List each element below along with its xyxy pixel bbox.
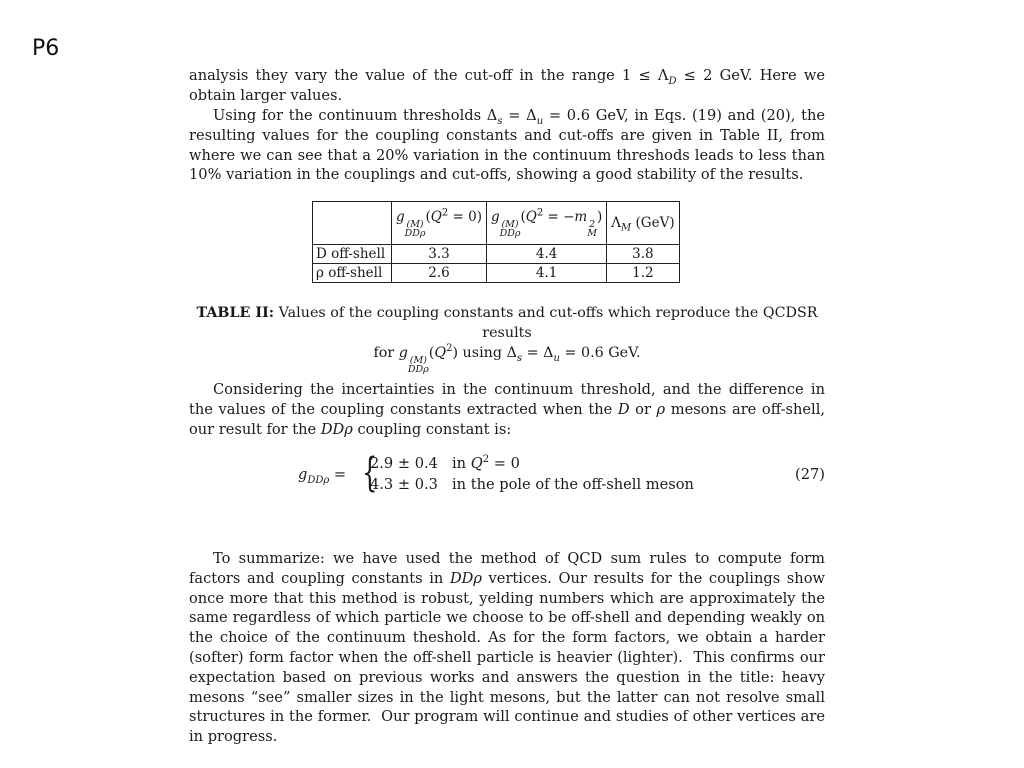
equation-lhs: $g_{DD\rho}$ = xyxy=(298,466,347,486)
table-caption: TABLE II: Values of the coupling constants and cut-offs which reproduce the QCDSR results for g (M) DDρ $(Q^2)$ using $\Delta_s = \Delta_u = 0.6$ GeV. xyxy=(196,305,818,375)
results-table xyxy=(312,201,680,283)
table-cell: 3.3 xyxy=(392,245,487,264)
table-cell: 1.2 xyxy=(607,264,679,283)
row-label: D off-shell xyxy=(313,245,392,264)
equation-27 xyxy=(298,450,825,498)
table-cell: 4.1 xyxy=(486,264,606,283)
equation-row: 2.9 ± 0.4 in $Q^2 = 0$ xyxy=(370,454,520,472)
table-row xyxy=(313,245,680,264)
slide-label: P6 xyxy=(32,36,60,61)
row-label: ρ off-shell xyxy=(313,264,392,283)
equation-row: 4.3 ± 0.3 in the pole of the off-shell meson xyxy=(370,476,694,493)
table-header-q0: g (M) DDρ $(Q^2 = 0)$ xyxy=(392,202,487,245)
paragraph-3: Considering the incertainties in the continuum threshold, and the difference in the values of the coupling constants extracted when the D or ρ mesons are off-shell, our result for the DDρ coupling constant is: xyxy=(189,381,825,438)
caption-label: TABLE II: xyxy=(196,305,275,321)
paragraph-2: Using for the continuum thresholds $\Delta_s = \Delta_u = 0.6$ GeV, in Eqs. (19) and (20), the resulting values for the coupling constants and cut-offs are given in Table II, from where we can see that a 20% variation in the continuum threshods leads to less than 10% variation in the couplings and cut-offs, showing a good stability of the results. xyxy=(189,107,825,184)
equation-number: (27) xyxy=(795,466,825,483)
paragraph-4: To summarize: we have used the method of QCD sum rules to compute form factors and coupling constants in DDρ vertices. Our results for the couplings show once more that this method is robust, yelding numbers which are approximately the same regardless of which particle we choose to be off-shell and depending weakly on the choice of the continuum theshold. As for the form factors, we obtain a harder (softer) form factor when the off-shell particle is heavier (lighter). This confirms our expectation based on previous works and answers the question in the title: heavy mesons “see” smaller sizes in the light mesons, but the latter can not resolve small structures in the former. Our program will continue and studies of other vertices are in progress. xyxy=(189,550,825,746)
brace-icon: { xyxy=(362,450,378,496)
table-header-row xyxy=(313,202,680,245)
table-cell: 4.4 xyxy=(486,245,606,264)
table-header-pole: g (M) DDρ ($Q^2 = -m$ 2 M ) xyxy=(486,202,606,245)
table-corner-cell xyxy=(313,202,392,245)
table-cell: 2.6 xyxy=(392,264,487,283)
table-row xyxy=(313,264,680,283)
paragraph-1: analysis they vary the value of the cut-off in the range $1 \le \Lambda_D \le 2$ GeV. Here we obtain larger values. xyxy=(189,67,825,104)
table-header-cutoff: $\Lambda_M$ (GeV) xyxy=(607,202,679,245)
table-cell: 3.8 xyxy=(607,245,679,264)
